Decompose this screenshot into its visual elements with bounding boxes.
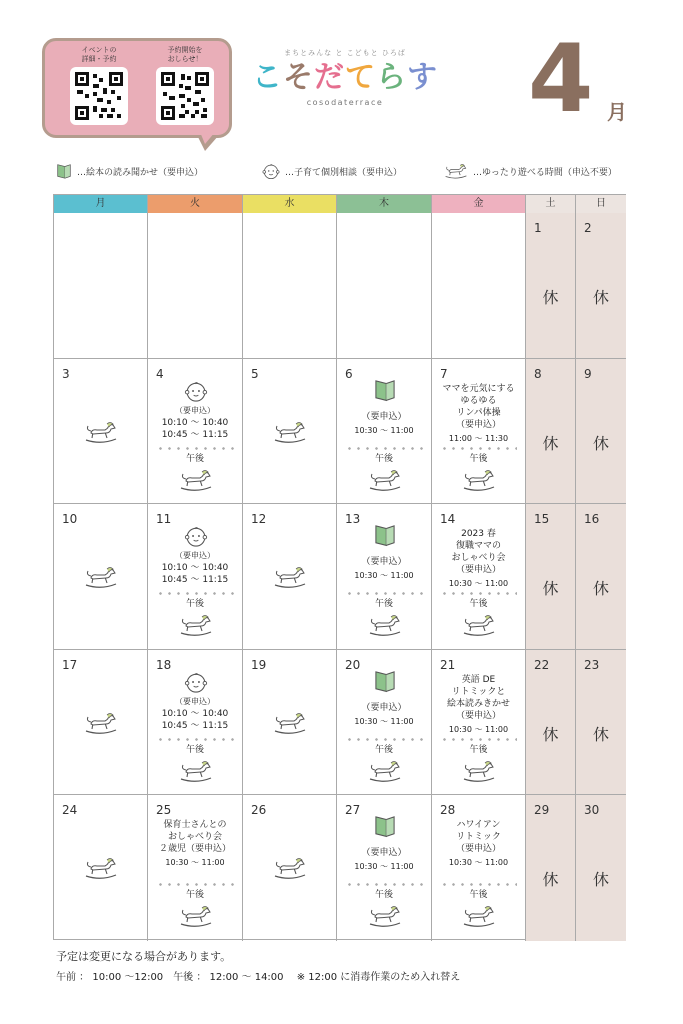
day-number: 23 [584, 657, 600, 672]
event-line: 復職ママの [455, 541, 501, 551]
day-cell[interactable] [526, 795, 576, 941]
site-logo [250, 48, 440, 107]
legend [55, 160, 635, 184]
closed-label: 休 [542, 579, 559, 598]
event-line: リトミックと [451, 686, 506, 697]
day-cell[interactable] [526, 359, 576, 505]
book-time: 10:30 ～ 11:00 [354, 716, 414, 726]
event-time: 11:00 ～ 11:30 [448, 433, 509, 443]
rocking-horse-icon [461, 903, 497, 932]
event-time: 10:30 ～ 11:00 [165, 858, 225, 867]
rocking-horse-icon [367, 903, 403, 932]
afternoon-label: 午後 [185, 599, 204, 609]
consult-time: 10:45 ～ 11:15 [161, 575, 229, 585]
day-cell[interactable] [243, 213, 337, 359]
afternoon-label: 午後 [469, 599, 488, 609]
closed-label: 休 [542, 288, 559, 307]
day-number: 16 [584, 512, 600, 526]
day-cell[interactable] [576, 213, 626, 359]
baby-face-icon [183, 670, 209, 697]
afternoon-label: 午後 [185, 453, 204, 464]
afternoon-label: 午後 [374, 453, 393, 464]
day-number: 18 [156, 657, 172, 672]
day-cell[interactable] [54, 795, 148, 941]
legend-item [55, 162, 203, 180]
dotted-divider [345, 447, 423, 450]
day-number: 7 [440, 366, 448, 381]
rocking-horse-icon [272, 419, 308, 448]
event-line: 保育士さんとの [163, 820, 227, 830]
day-number: 10 [62, 512, 78, 526]
day-number: 25 [156, 803, 172, 817]
day-cell[interactable] [526, 504, 576, 650]
event-line: ゆるゆる [460, 395, 497, 406]
day-cell[interactable] [576, 504, 626, 650]
event-time: 10:30 ～ 11:00 [448, 579, 509, 588]
event-line: （要申込） [455, 844, 501, 854]
rocking-horse-icon [461, 467, 497, 496]
book-icon [372, 377, 398, 406]
rocking-horse-icon [83, 855, 119, 884]
day-cell[interactable] [54, 359, 148, 505]
afternoon-label: 午後 [469, 453, 488, 464]
dotted-divider [156, 447, 234, 450]
day-cell[interactable] [576, 650, 626, 796]
dotted-divider [440, 447, 517, 450]
day-cell[interactable] [576, 359, 626, 505]
day-number: 6 [345, 366, 353, 381]
day-cell[interactable] [148, 650, 243, 796]
logo-romaji: cosodaterrace [306, 98, 384, 107]
closed-label: 休 [592, 579, 609, 598]
event-line: リトミック [456, 832, 501, 842]
closed-label: 休 [592, 870, 609, 889]
month-unit: 月 [607, 100, 627, 124]
consult-time: 10:10 ～ 10:40 [161, 417, 229, 428]
event-line: 絵本読みきかせ [446, 698, 510, 709]
dotted-divider [440, 883, 517, 886]
day-number: 22 [534, 657, 550, 672]
dotted-divider [345, 738, 423, 741]
dotted-divider [345, 592, 423, 595]
book-apply: （要申込） [361, 848, 407, 858]
day-number: 24 [62, 803, 78, 817]
rocking-horse-icon [367, 467, 403, 496]
closed-label: 休 [592, 433, 609, 453]
qr-code-icon[interactable] [156, 67, 214, 125]
day-cell[interactable] [432, 650, 526, 796]
weekday-header: 土 [526, 195, 576, 213]
rocking-horse-icon [367, 758, 403, 787]
rocking-horse-icon [272, 710, 308, 739]
weekday-header: 金 [432, 195, 526, 213]
event-line: （要申込） [455, 710, 501, 721]
day-cell[interactable] [54, 650, 148, 796]
day-cell[interactable] [148, 213, 243, 359]
dotted-divider [440, 738, 517, 741]
consult-apply: （要申込） [175, 405, 215, 415]
rocking-horse-icon [461, 758, 497, 787]
afternoon-label: 午後 [469, 744, 488, 755]
legend-item [443, 162, 617, 180]
book-apply: （要申込） [361, 557, 407, 567]
closed-label: 休 [592, 288, 609, 307]
rocking-horse-icon [178, 758, 214, 787]
day-number: 4 [156, 366, 164, 381]
rocking-horse-icon [272, 564, 308, 593]
day-cell[interactable] [337, 650, 432, 796]
book-apply: （要申込） [361, 411, 407, 422]
day-cell[interactable] [54, 213, 148, 359]
rocking-horse-icon [461, 612, 497, 641]
day-number: 12 [251, 512, 267, 526]
weekday-header: 火 [148, 195, 243, 213]
rocking-horse-icon [83, 564, 119, 593]
book-icon [372, 813, 398, 842]
dotted-divider [156, 883, 234, 886]
qr-panel [42, 38, 232, 138]
rocking-horse-icon [178, 612, 214, 641]
rocking-horse-icon [83, 710, 119, 739]
day-cell[interactable] [337, 504, 432, 650]
qr-event[interactable] [59, 45, 139, 125]
day-cell[interactable] [432, 213, 526, 359]
day-number: 17 [62, 657, 78, 672]
day-number: 29 [534, 803, 550, 817]
day-cell[interactable] [243, 504, 337, 650]
day-cell[interactable] [148, 795, 243, 941]
qr-notify[interactable] [145, 45, 225, 125]
day-cell[interactable] [337, 359, 432, 505]
day-cell[interactable] [337, 795, 432, 941]
day-number: 21 [440, 657, 456, 672]
day-number: 15 [534, 512, 550, 526]
day-cell[interactable] [54, 504, 148, 650]
afternoon-label: 午後 [374, 890, 393, 900]
day-cell[interactable] [432, 504, 526, 650]
day-cell[interactable] [148, 359, 243, 505]
day-cell[interactable] [432, 359, 526, 505]
event-line: （要申込） [455, 419, 501, 430]
day-cell[interactable] [243, 359, 337, 505]
book-icon [55, 162, 73, 180]
logo-name: こそだてらす [252, 60, 438, 95]
month-number: 4 [528, 25, 594, 134]
consult-time: 10:10 ～ 10:40 [161, 708, 229, 719]
day-number: 13 [345, 512, 361, 526]
consult-time: 10:10 ～ 10:40 [161, 563, 229, 573]
day-cell[interactable] [337, 213, 432, 359]
rocking-horse-icon [178, 467, 214, 496]
day-number: 9 [584, 366, 592, 381]
day-cell[interactable] [526, 650, 576, 796]
consult-time: 10:45 ～ 11:15 [161, 720, 229, 731]
rocking-horse-icon [272, 855, 308, 884]
legend-label: …絵本の読み聞かせ（要申込） [77, 167, 204, 178]
dotted-divider [156, 592, 234, 595]
book-time: 10:30 ～ 11:00 [354, 862, 414, 871]
baby-face-icon [261, 162, 281, 180]
event-time: 10:30 ～ 11:00 [448, 724, 509, 734]
closed-label: 休 [542, 724, 559, 744]
qr-caption: イベントの 詳細・予約 [81, 46, 117, 63]
day-cell[interactable] [148, 504, 243, 650]
rocking-horse-icon [178, 903, 214, 932]
day-cell[interactable] [432, 795, 526, 941]
event-line: ハワイアン [456, 820, 501, 830]
event-line: おしゃべり会 [451, 553, 506, 563]
closed-label: 休 [542, 433, 559, 453]
rocking-horse-icon [443, 162, 469, 180]
event-time: 10:30 ～ 11:00 [448, 858, 509, 867]
legend-label: …子育て個別相談（要申込） [285, 167, 403, 178]
consult-time: 10:45 ～ 11:15 [161, 429, 229, 440]
legend-label: …ゆったり遊べる時間（申込不要） [473, 167, 617, 178]
day-number: 2 [584, 221, 592, 235]
dotted-divider [440, 592, 517, 595]
day-cell[interactable] [576, 795, 626, 941]
event-line: （要申込） [455, 565, 501, 575]
consult-apply: （要申込） [175, 551, 215, 560]
weekday-header: 月 [54, 195, 148, 213]
afternoon-label: 午後 [185, 890, 204, 900]
book-icon [372, 522, 398, 551]
event-line: 2023 春 [461, 529, 496, 539]
afternoon-label: 午後 [185, 744, 204, 755]
day-number: 30 [584, 803, 600, 817]
day-cell[interactable] [243, 650, 337, 796]
dotted-divider [156, 738, 234, 741]
closed-label: 休 [542, 870, 559, 889]
book-apply: （要申込） [361, 702, 407, 713]
weekday-header: 水 [243, 195, 337, 213]
event-line: 英語 DE [461, 674, 496, 685]
book-icon [372, 668, 398, 697]
event-line: ママを元気にする [442, 383, 515, 394]
event-line: おしゃべり会 [167, 832, 222, 842]
weekday-header: 日 [576, 195, 626, 213]
book-time: 10:30 ～ 11:00 [354, 571, 414, 580]
rocking-horse-icon [83, 419, 119, 448]
consult-apply: （要申込） [175, 696, 215, 706]
day-number: 14 [440, 512, 456, 526]
day-number: 8 [534, 366, 542, 381]
day-number: 5 [251, 366, 259, 381]
event-line: リンパ体操 [456, 407, 501, 418]
logo-tagline: まちとみんな と こどもと ひろば [284, 49, 406, 57]
baby-face-icon [183, 524, 209, 551]
qr-code-icon[interactable] [70, 67, 128, 125]
afternoon-label: 午後 [374, 599, 393, 609]
afternoon-label: 午後 [374, 744, 393, 755]
legend-item [261, 162, 402, 180]
day-number: 11 [156, 512, 172, 526]
day-number: 20 [345, 657, 361, 672]
calendar-grid [53, 194, 626, 940]
rocking-horse-icon [367, 612, 403, 641]
day-number: 1 [534, 221, 542, 235]
event-line: ２歳児（要申込） [158, 844, 231, 854]
qr-caption: 予約開始を おしらせ！ [167, 46, 203, 63]
closed-label: 休 [592, 724, 609, 744]
weekday-header: 木 [337, 195, 432, 213]
day-number: 28 [440, 803, 456, 817]
day-number: 19 [251, 657, 267, 672]
book-time: 10:30 ～ 11:00 [354, 425, 414, 435]
opening-hours: 午前 ： 10:00 ～12:00 午後 ： 12:00 ～ 14:00 ※ 12:00 に消毒作業のため入れ替え [56, 972, 461, 983]
day-number: 3 [62, 366, 70, 381]
afternoon-label: 午後 [469, 890, 488, 900]
dotted-divider [345, 883, 423, 886]
baby-face-icon [183, 379, 209, 406]
day-cell[interactable] [526, 213, 576, 359]
day-number: 26 [251, 803, 267, 817]
day-number: 27 [345, 803, 361, 817]
schedule-note: 予定は変更になる場合があります。 [56, 950, 232, 963]
day-cell[interactable] [243, 795, 337, 941]
